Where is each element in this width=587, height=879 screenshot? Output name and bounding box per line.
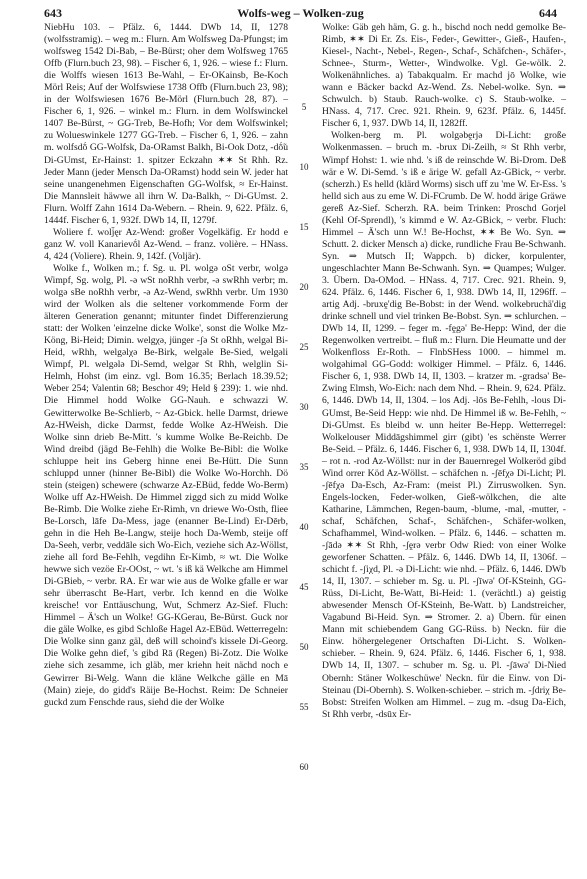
entry-wolfs-continuation: NiebHu 103. – Pfälz. 6, 1444. DWb 14, II, 1278 (wolfsstramig). – weg m.: Flurn. Am Wolfsweg Da-Pfungst; im wolfsweg 1542 Di-Bab, – Be-Bürst; oher dem Wolfsweg 1765 Offb (Flurn.buch 23, 98). – Fischer 6, 1, 926. – wiese f.: Flurn. die Wolffs wiesen 1613 Be-Wahl, – Er-OKainsb, Be-Koch Mörl Reis; Auf der Wolfswiese 1738 Offb (Flurn.buch 23, 98); in der Wolfswiesen 1676 Be-Mörl (Flurn.buch 28, 87). – Fischer 6, 1, 926. – winkel m.: Flurn. in dem Wolfswinckel 1407 Be-Bürst, ~ GG-Treb, Be-Hofh; Vor dem Wolfswinkel; zu Wolueswinkele 1277 GG-Treb. – Fischer 6, 1, 926. – zahn m. wolfsdṓ GG-Wolfsk, Da-ORamst Balkh, Bi-Ook Dotz, -dṓ̃u Di-GUmst, Er-Hainst: 1. spitzer Eckzahn ✶✶ St Rhh. Rz. Jeder Mann (jeder Mensch Da-ORamst) hodd sein W. jeder hat seine unangenehmen Eigenschaften GG-Wolfsk, ≈ Er-Hainst. Die Mannsleit häwwe all ihrn W. Da-Balkh, ~ Di-GUmst. 2. Flurn. Wolff Zahn 1614 Da-Webern. – Rhein. 9, 622. Pfälz. 6, 1444f. Fischer 6, 1, 932f. DWb 14, II, 1279f. [44, 22, 288, 226]
line-number: 15 [299, 222, 309, 232]
line-number: 10 [299, 162, 309, 172]
entry-wolke-continuation: Wolke: Gäb geh häm, G. g. h., bischd noch nedd gemolke Be-Rimb, ✶✶ Di Er. Zs. Eis-, Feder-, Gewitter-, Gieß-, Haufen-, Kiesel-, Nacht-, Nebel-, Regen-, Schaf-, Schäfchen-, Schäfer-, Schnee-, Sturm-, Wetter-, Windwolke. Vgl. Ge-wölk. 2. Wolkenähnliches. a) Tabakqualm. Er machd jō Wolke, wie wann e Bäcker backd Az-Wend. Zs. Nebel-wolke. Syn. ⇒ Schwulch. b) Staub. Rauch-wolke. c) S. Staub-wolke. – HNass. 4, 717. Crec. 921. Rhein. 9, 623f. Pfälz. 6, 1445f. Fischer 6, 1, 937. DWb 14, II, 1282ff. [322, 22, 566, 130]
line-number: 55 [299, 702, 309, 712]
line-number: 5 [301, 102, 307, 112]
line-number: 25 [299, 342, 309, 352]
running-head: Wolfs-weg – Wolken-zug [237, 6, 364, 20]
line-number: 45 [299, 582, 309, 592]
left-column [44, 22, 288, 709]
entry-wolken-compounds: Wolken-berg m. Pl. wolgəbḙrjə Di-Licht: große Wolkenmassen. – bruch m. -brux Di-Zeilh, ≈ St Rhh verbr, Wimpf Hohst: 1. wie nhd. 's iß de reinschde W. Bi-Drom. Deß wär e W. Di-Semd. 's iß e ärige W. gefall Az-GBick, ~ verbr. (scherzh.) Es helld (klärd Worms) sisch uff zu 'me W. Er-Ess. 's helld sich aus zu eme W. Di-FCrumb. De W. hodd ärige Gräwe gereß Az-Sief. Scherzh. RA. beim Trinken: Proschd Gorjel (Kehl Of-Sprendl), 's kimmd e W. Az-GBick, ~ verbr. Fluch: Himmel – Ä'sch unn W.! Be-Hochst, ✶✶ Be Wo. Syn. ⇒ Schutt. 2. dicker Mensch a) dicke, rundliche Frau Be-Schwanh. Syn. ⇒ Mutsch II; Wappch. b) dicker, korpulenter, ungeschlachter Mann Be-Schwanh. Syn. ⇒ Quampes; Wulger. 3. Übern. Da-OMod. – HNass. 4, 717. Crec. 921. Rhein. 9, 624. Pfälz. 6, 1446. Fischer 6, 1, 938. DWb 14, II, 1296ff. – artig Adj. -bruxḙ'dig Be-Bobst: in der Wend. wolkebruchä'dig drinke schnell und viel trinken Be-Bobst. Syn. ⇒ schlurchen. – DWb 14, II, 1299. – feger m. -fḙgə' Be-Hepp: Wind, der die Regenwolken vertreibt. – fluß m.: Flurn. Die Heumatte und der Wolkenfloss Er-Roth. – FlnbSHess 1000. – himmel m. wolgəhimǝl GG-Godd: wolkiger Himmel. – Pfälz. 6, 1446. Fischer 6, 1, 938. DWb 14, II, 1303. – kratzer m. -gradsə' Be-Zwing Elmsh, Wo-Eich: nach dem Nhd. – Rhein. 9, 624. Pfälz. 6, 1446. DWb 14, II, 1304. – los Adj. -lōs Be-Fehlh, -lous Di-GUmst, Be-Seid Hepp: wie nhd. De Himmel iß w. Be-Fehlh, ~ Di-GUmst. Es bleibd w. unn heiter Be-Hepp. Wetterregel: Wolkelouser Middāgshimmel girr (gibt) 'es schënste Werrer Be-Seid. – Pfälz. 6, 1446. Fischer 6, 1, 938. DWb 14, II, 1304f. – rot n. -rod Az-Wöllst: nur in der Bauernregel Wolkeröd gibd Wind orrer Köd Az-Wöllst. – schäfchen n. -ʃēfχə Di-Licht; Pl. -ʃēfχə Da-Esch, Az-Fram: (meist Pl.) Zirruswolken. Syn. Engels-locken, Feder-wolken, Gieß-wölkchen, die alte Katharine, Lämmchen, Regen-baum, -blume, -mal, -mutter, -schaf, Schäfchen, Schaf-, Schäfchen-, Schäfer-wolken, Schafhammel, Wind-wolken. – Pfälz. 6, 1446. – schatten m. -ʃādə ✶✶ St Rhh, -ʃḙrə verbr Odw Ried: von einer Wolke geworfener Schatten. – Pfälz. 6, 1446. DWb 14, II, 1306f. – schicht f. -ʃiχd, Pl. -ə Di-Licht: wie nhd. – Pfälz. 6, 1446. DWb 14, II, 1307. – schieber m. Sg. u. Pl. -ʃīwə' Of-KSteinh, GG-Rüss, Di-Licht, Be-Watt, Bi-Heid: 1. (verächtl.) a) geistig abwesender Mensch Of-KSteinh, Be-Watt. b) Landstreicher, Vagabund Bi-Heid. Syn. ⇒ Stromer. 2. a) Übern. für einen Mann mit schiebendem Gang GG-Rüss. b) Neckn. für die Einw. höhergelegener Ortschaften Di-Licht. S. Wolken-schieber. – Rhein. 9, 624. Pfälz. 6, 1446. Fischer 6, 1, 938. DWb 14, II, 1307. – schuber m. Sg. u. Pl. -ʃāwə' Di-Nied Obernh: Stäner Wolkeschüwe' Neckn. für die Einw. von Di-Steinau (Di-Obernh). S. Wolken-schieber. – strich m. -ʃdriχ Be-Bobst: Streifen Wolken am Himmel. – zug m. -dsug Da-Eich, St Rhh verbr, -dsūx Er- [322, 130, 566, 720]
line-number: 50 [299, 642, 309, 652]
right-column [322, 22, 566, 721]
page-number-left: 643 [44, 6, 62, 20]
line-number: 30 [299, 402, 309, 412]
line-number: 35 [299, 462, 309, 472]
entry-wolke: Wolke f., Wolken m.; f. Sg. u. Pl. wolgə oSt verbr, wolgə Wimpf, Sg. wolg, Pl. -ə wSt noRhh verbr, -ə swRhh verbr; m. wolgə sBe noRhh verbr, -ə Az-Wend, swRhh verbr. Um 1930 wird der Wolken als die seltener vorkommende Form der älteren Generation genannt; mitunter findet Differenzierung statt: der Wolken 'einzelne dicke Wolke', sonst die Wolke Mz-Köng, Bi-Heid; Dimin. welgχə, jünger -ʃə St oRhh, welgəl Bi-Heid, wRhh, welgəlχə Be-Birk, welgəle Be-Sied, welgəli Wimpf, Pl. welgələ Di-Semd, welgər St Rhh, welglin Si-Helmh, Hohst (im einz. vgl. Bom 16.35; Berlach 18.39.52; Weber 254; Valentin 68; Beschor 49; Held § 239): 1. wie nhd. Die Himmel hodd Wolke GG-Nauh. e schwazzi W. Gewitterwolke Be-Schlierb, ~ Az-Gbick. helle Darmst, driewe Az-HWeish, dicke Darmst, fedde Wolke Az-HWeish. Die Wolke sinn drieb Be-Mitt. 's kumme Wolke Be-Reichb. De Wind dreibd (jägd Be-Fehlh) die Wolke Be-Bibl: die Wolke schluppe heit ins Geberg hinne enei Be-Hütt. Die Sunn schluppd unner (hinner Be-Bibl) die Wolke Wo-Horchh. Dö stein (steigen) schewere (schwarze Az-EBüd, fedde Wo-Berm) Wolke uff Az-HWeish. De Himmel ziggd sich zu midd Wolke Be-Rimb. Die Wolke ziehe Er-Rimh, vn driewe Wo-Osth, fliee Be-Lorsch, lāfe Da-Mess, jage (enanner Be-Lind) Er-Dērb, gehn in die Heh Be-Langw, steije hoch Da-Wemb, steije off Da-Seeh, verbr, veddāle sich Wo-Eich, veziehe sich Az-Wöllst, ziehe all ford Be-Fehlh, vegdihn Er-Kimb, ≈ wt. Die Wolke hewwe sich vezöe Er-OOst, ~ wt. 's iß kä Welkche am Himmel Di-GBieb, ~ verbr. RA. Er war wie aus de Wolke gfalle er war sehr überrascht Be-Hart, verbr. Ich kennd en die Wolke kreische! vor Enttäuschung, Wut, Schmerz Az-Sief. Fluch: Himmel – Ä'sch un Wolke! GG-KGerau, Be-Bürst. Guck nor die gäle Wolke, es gibd Schloße Hagel Az-EBüd. Wetterregeln: Die Wolke sinn ganz gäl, deß will schoind's kissele Di-Georg. Die Wolke gehn dief, 's gibd Rā (Regen) Bi-Zotz. Die Wolke ziehe sich zesamme, ich gläb, mer kriehn heit nächd noch e Gewirrer Bi-Welg. Wann die kläne Welkche gälle en Mā (Main) zieje, do gidd's Räije Be-Hochst. Reim: De Schneier guckd zum Fenschde raus, siehd die der Wolke [44, 262, 288, 708]
line-number: 20 [299, 282, 309, 292]
line-number: 60 [299, 762, 309, 772]
line-number: 40 [299, 522, 309, 532]
entry-woliere: Woliere f. wolj̄ęr Az-Wend: großer Vogelkäfig. Er hodd e ganz W. voll Kanarievṓl Az-Wend. – franz. volière. – HNass. 4, 424 (Voliere). Rhein. 9, 142f. (Voljär). [44, 226, 288, 262]
page-number-right: 644 [539, 6, 557, 20]
